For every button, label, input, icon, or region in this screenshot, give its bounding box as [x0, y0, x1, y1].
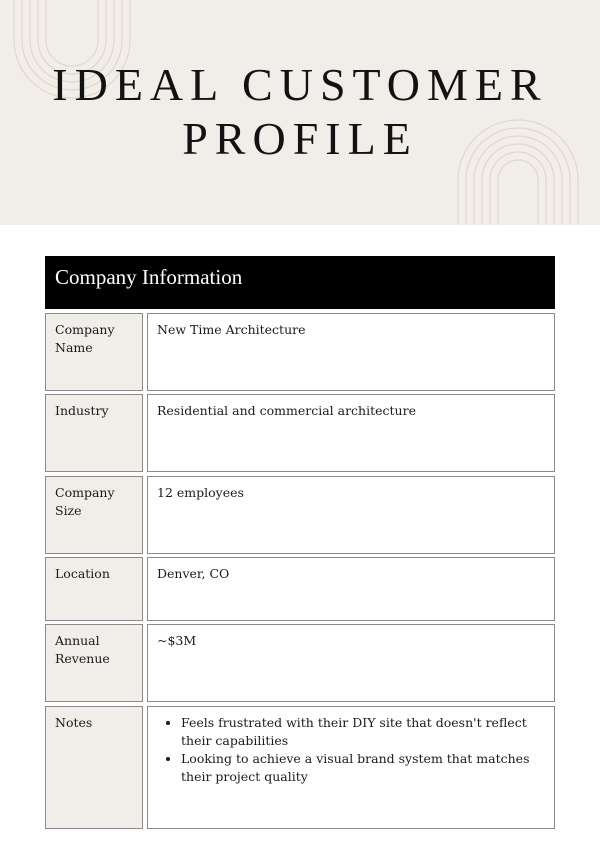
value-notes [147, 706, 555, 829]
section-heading-company-information: Company Information [45, 256, 555, 309]
row-annual-revenue [45, 624, 555, 702]
notes-list [158, 714, 540, 786]
label-location: Location [45, 557, 143, 621]
value-company-name: New Time Architecture [147, 313, 555, 391]
label-notes: Notes [45, 706, 143, 829]
label-industry: Industry [45, 394, 143, 472]
notes-list-item: • Looking to achieve a visual brand system that matches their project quality [181, 750, 540, 786]
value-company-size: 12 employees [147, 476, 555, 554]
page-title [0, 58, 600, 166]
notes-list-item: • Feels frustrated with their DIY site that doesn't reflect their capabilities [181, 714, 540, 750]
row-location [45, 557, 555, 621]
header-banner [0, 0, 600, 225]
row-company-size [45, 476, 555, 554]
label-company-size: Company Size [45, 476, 143, 554]
row-industry [45, 394, 555, 472]
label-company-name: Company Name [45, 313, 143, 391]
value-location: Denver, CO [147, 557, 555, 621]
row-notes [45, 706, 555, 829]
value-industry: Residential and commercial architecture [147, 394, 555, 472]
page-title-line-2: PROFILE [182, 113, 418, 164]
page-title-line-1: IDEAL CUSTOMER [52, 59, 548, 110]
label-annual-revenue: Annual Revenue [45, 624, 143, 702]
value-annual-revenue: ~$3M [147, 624, 555, 702]
row-company-name [45, 313, 555, 391]
